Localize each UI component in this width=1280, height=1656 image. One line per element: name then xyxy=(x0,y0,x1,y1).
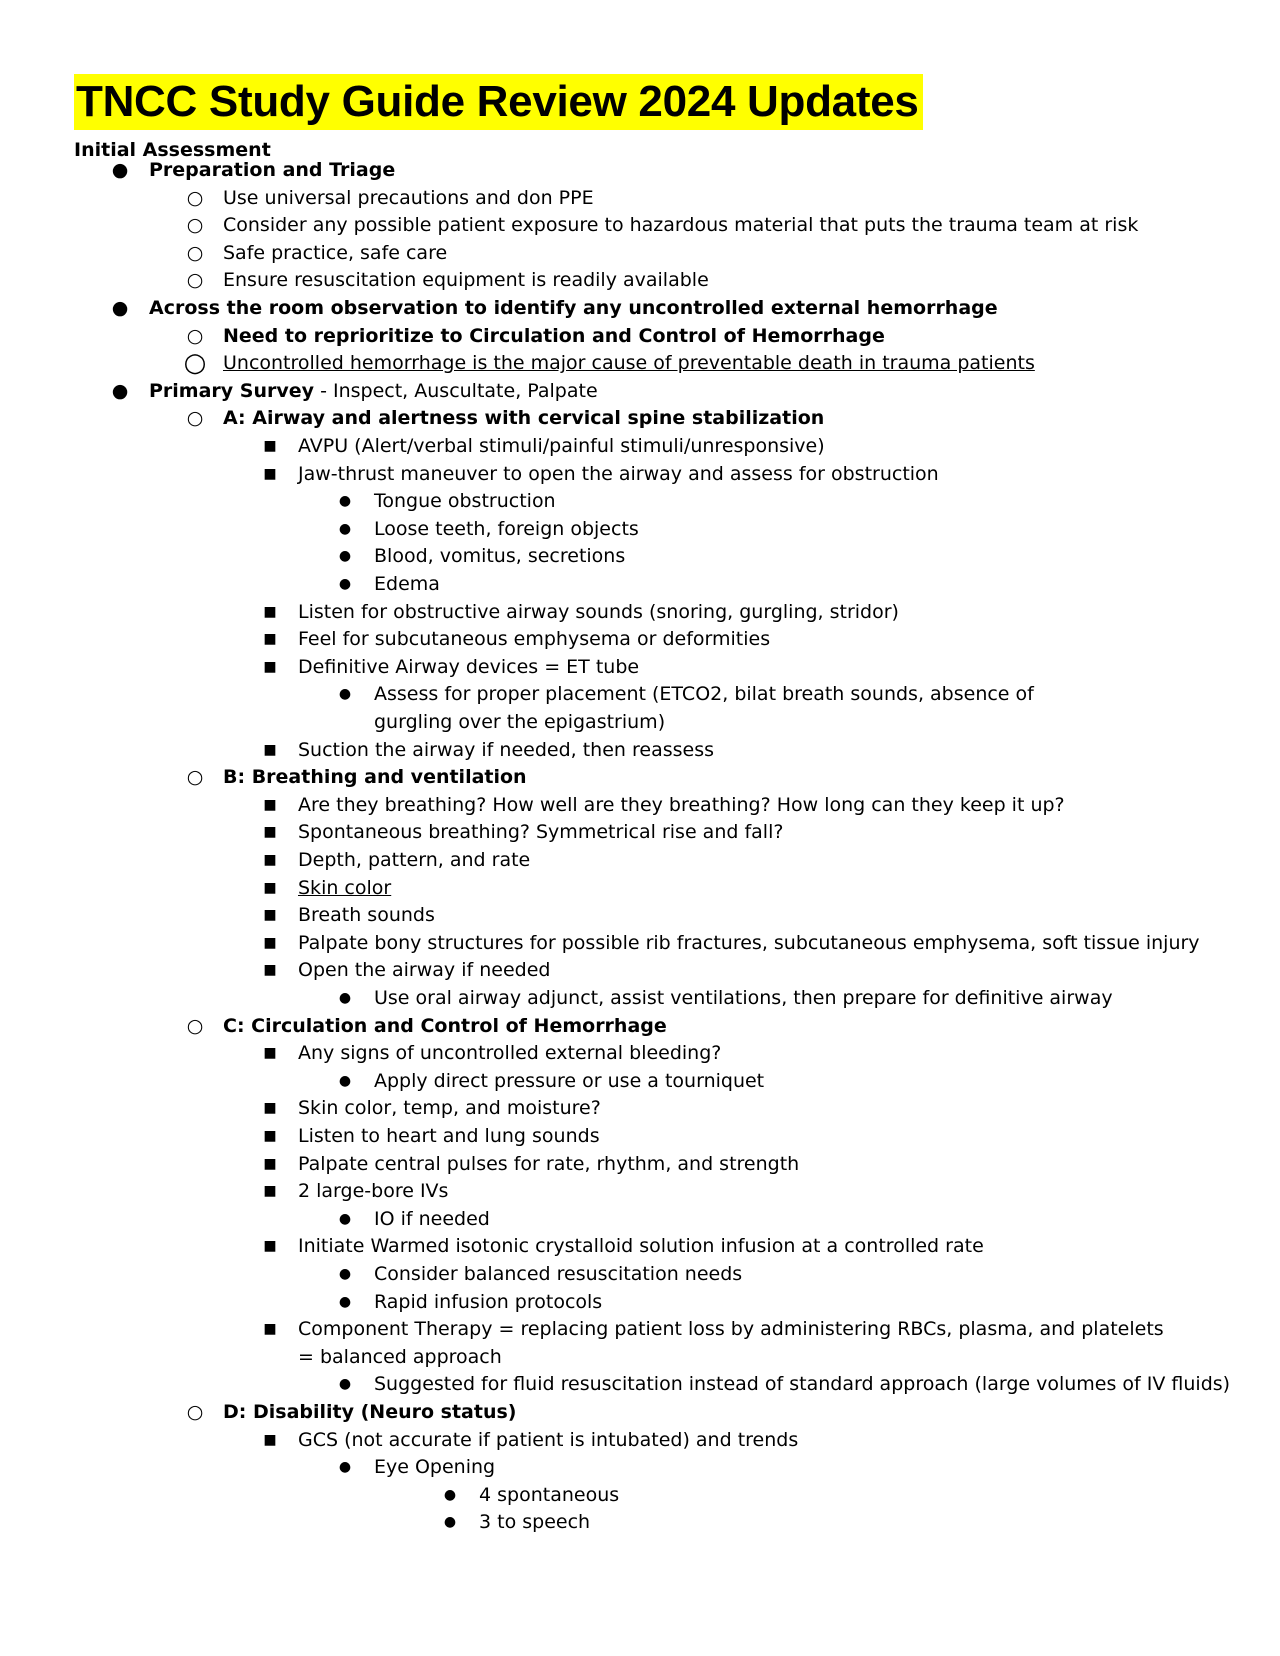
circle-bullet-icon: ○ xyxy=(186,1014,204,1037)
square-bullet-icon: ■ xyxy=(263,658,277,675)
square-bullet-icon: ■ xyxy=(263,796,277,813)
list-item-label: Consider any possible patient exposure to hazardous material that puts the trauma team at risk xyxy=(223,214,1139,237)
list-item xyxy=(0,404,1280,433)
list-item-text xyxy=(374,1453,495,1482)
list-item-text xyxy=(149,156,395,185)
list-item-label: Assess for proper placement (ETCO2, bilat breath sounds, absence of xyxy=(374,683,1034,706)
list-item-text xyxy=(298,1039,721,1068)
list-item xyxy=(0,239,1280,268)
dot-bullet-icon: ● xyxy=(111,159,129,181)
square-bullet-icon: ■ xyxy=(263,631,277,648)
list-item-text xyxy=(298,846,530,875)
list-item-label: Preparation and Triage xyxy=(149,159,396,181)
list-item xyxy=(0,349,1280,378)
list-item xyxy=(0,874,1280,903)
list-item-label: GCS (not accurate if patient is intubated) and trends xyxy=(298,1428,799,1451)
list-item-label: Safe practice, safe care xyxy=(223,241,448,264)
list-item xyxy=(0,1150,1280,1179)
list-item xyxy=(0,1232,1280,1261)
list-item-label: C: Circulation and Control of Hemorrhage xyxy=(223,1014,667,1037)
list-item-text xyxy=(223,322,885,351)
list-item xyxy=(0,846,1280,875)
list-item-text xyxy=(298,956,550,985)
list-item-label: Across the room observation to identify any uncontrolled external hemorrhage xyxy=(149,297,998,319)
list-item xyxy=(0,1288,1280,1317)
list-item-suffix: - Inspect, Auscultate, Palpate xyxy=(314,379,598,402)
list-item-text xyxy=(298,460,939,489)
list-item-text xyxy=(298,736,714,765)
square-bullet-icon: ■ xyxy=(263,1183,277,1200)
list-item xyxy=(0,1094,1280,1123)
list-item-label: Suggested for fluid resuscitation instead of standard approach (large volumes of IV fluids) xyxy=(374,1373,1231,1396)
dot-bullet-icon: ● xyxy=(338,1072,352,1089)
list-item xyxy=(0,763,1280,792)
list-item-text xyxy=(298,1232,984,1261)
list-item-label: Skin color xyxy=(298,876,392,899)
list-item-label: Use universal precautions and don PPE xyxy=(223,186,594,209)
list-item-text xyxy=(298,1177,448,1206)
list-item-text xyxy=(298,1094,601,1123)
list-item xyxy=(0,1481,1280,1510)
square-bullet-icon: ■ xyxy=(263,1045,277,1062)
circle-bullet-icon: ○ xyxy=(186,407,204,430)
list-item-label: = balanced approach xyxy=(298,1345,502,1368)
list-item-text xyxy=(374,1370,1230,1399)
list-item-text xyxy=(298,1122,600,1151)
list-item-text xyxy=(479,1481,619,1510)
square-bullet-icon: ■ xyxy=(263,907,277,924)
list-item-text xyxy=(374,1288,602,1317)
list-item-label: Are they breathing? How well are they breathing? How long can they keep it up? xyxy=(298,793,1065,816)
dot-bullet-icon: ● xyxy=(338,1266,352,1282)
list-item xyxy=(0,901,1280,930)
list-item-label: AVPU (Alert/verbal stimuli/painful stimuli/unresponsive) xyxy=(298,435,825,457)
list-item-label: Consider balanced resuscitation needs xyxy=(374,1263,743,1285)
list-item-label: Feel for subcutaneous emphysema or deformities xyxy=(298,628,771,651)
list-item-label: Tongue obstruction xyxy=(374,490,556,513)
dot-bullet-icon: ● xyxy=(338,1293,352,1310)
list-item-label: Any signs of uncontrolled external bleeding? xyxy=(298,1042,722,1065)
list-item xyxy=(0,1039,1280,1068)
list-item-label: Blood, vomitus, secretions xyxy=(374,545,626,568)
list-item-label: Rapid infusion protocols xyxy=(374,1290,603,1313)
list-item xyxy=(0,791,1280,820)
list-item-label: Edema xyxy=(374,573,440,595)
list-item xyxy=(0,625,1280,654)
list-item xyxy=(0,984,1280,1013)
dot-bullet-icon: ● xyxy=(338,686,352,703)
list-item-label: Definitive Airway devices = ET tube xyxy=(298,655,640,678)
list-item-label: Jaw-thrust maneuver to open the airway and assess for obstruction xyxy=(298,462,939,485)
list-item xyxy=(0,1012,1280,1041)
list-item-label: Primary Survey xyxy=(149,379,315,402)
list-item xyxy=(0,653,1280,682)
circle-bullet-icon: ○ xyxy=(183,348,207,379)
list-item-label: Spontaneous breathing? Symmetrical rise and fall? xyxy=(298,821,784,844)
list-item xyxy=(0,1177,1280,1206)
circle-bullet-icon: ○ xyxy=(186,324,204,347)
list-item xyxy=(0,322,1280,351)
list-item xyxy=(0,1122,1280,1151)
square-bullet-icon: ■ xyxy=(263,1321,277,1338)
list-item-label: Component Therapy = replacing patient loss by administering RBCs, plasma, and platelets xyxy=(298,1318,1164,1341)
list-item xyxy=(0,708,1280,737)
list-item xyxy=(0,570,1280,599)
list-item-text xyxy=(223,184,594,213)
list-item xyxy=(0,1343,1280,1372)
list-item-label: Suction the airway if needed, then reassess xyxy=(298,738,714,761)
dot-bullet-icon: ● xyxy=(338,990,352,1006)
dot-bullet-icon: ● xyxy=(338,1210,352,1227)
list-item-label: B: Breathing and ventilation xyxy=(223,766,527,789)
list-item-label: Loose teeth, foreign objects xyxy=(374,517,639,540)
list-item xyxy=(0,1205,1280,1234)
circle-bullet-icon: ○ xyxy=(186,214,204,237)
list-item-label: 2 large-bore IVs xyxy=(298,1180,449,1203)
list-item-label: Open the airway if needed xyxy=(298,959,551,982)
square-bullet-icon: ■ xyxy=(263,852,277,868)
list-item-label: Palpate central pulses for rate, rhythm, and strength xyxy=(298,1152,800,1175)
list-item xyxy=(0,487,1280,516)
list-item-text xyxy=(374,542,625,571)
square-bullet-icon: ■ xyxy=(263,1155,277,1172)
list-item-text xyxy=(374,515,639,544)
circle-bullet-icon: ○ xyxy=(186,1401,204,1423)
list-item-text xyxy=(298,1150,799,1179)
list-item xyxy=(0,680,1280,709)
list-item xyxy=(0,818,1280,847)
list-item-label: Ensure resuscitation equipment is readily available xyxy=(223,269,709,292)
dot-bullet-icon: ● xyxy=(338,1459,352,1476)
document-title: TNCC Study Guide Review 2024 Updates xyxy=(74,74,923,130)
square-bullet-icon: ■ xyxy=(263,824,277,841)
list-item-label: Listen to heart and lung sounds xyxy=(298,1125,600,1147)
square-bullet-icon: ■ xyxy=(263,465,277,482)
list-item-text xyxy=(298,791,1065,820)
list-item-label: Skin color, temp, and moisture? xyxy=(298,1097,601,1120)
list-item-label: Uncontrolled hemorrhage is the major cause of preventable death in trauma patients xyxy=(223,352,1035,375)
list-item-label: Need to reprioritize to Circulation and Control of Hemorrhage xyxy=(223,324,885,347)
dot-bullet-icon: ● xyxy=(338,1376,352,1393)
dot-bullet-icon: ● xyxy=(338,576,352,592)
dot-bullet-icon: ● xyxy=(111,297,129,319)
list-item-text xyxy=(298,1426,798,1455)
list-item xyxy=(0,956,1280,985)
circle-bullet-icon: ○ xyxy=(186,241,204,264)
list-item-text xyxy=(298,432,825,461)
list-item-text xyxy=(223,763,527,792)
list-item-text xyxy=(298,1343,502,1372)
list-item xyxy=(0,432,1280,461)
list-item xyxy=(0,460,1280,489)
list-item xyxy=(0,266,1280,295)
list-item-label: A: Airway and alertness with cervical spine stabilization xyxy=(223,407,825,430)
list-item xyxy=(0,1067,1280,1096)
square-bullet-icon: ■ xyxy=(263,1431,277,1448)
list-item-text xyxy=(374,1205,490,1234)
square-bullet-icon: ■ xyxy=(263,879,277,896)
square-bullet-icon: ■ xyxy=(263,962,277,979)
dot-bullet-icon: ● xyxy=(338,493,352,510)
list-item xyxy=(0,1453,1280,1482)
list-item xyxy=(0,929,1280,958)
list-item xyxy=(0,211,1280,240)
list-item-text xyxy=(223,266,709,295)
list-item-text xyxy=(374,570,440,599)
list-item xyxy=(0,294,1280,323)
list-item-text xyxy=(298,598,899,627)
dot-bullet-icon: ● xyxy=(111,379,129,402)
list-item-text xyxy=(298,625,770,654)
list-item-text xyxy=(298,653,639,682)
list-item xyxy=(0,1426,1280,1455)
list-item-label: D: Disability (Neuro status) xyxy=(223,1401,517,1423)
list-item xyxy=(0,1315,1280,1344)
circle-bullet-icon: ○ xyxy=(186,766,204,789)
list-item xyxy=(0,542,1280,571)
list-item xyxy=(0,1370,1280,1399)
list-item-text xyxy=(374,984,1113,1013)
list-item-text xyxy=(298,818,783,847)
list-item-text xyxy=(374,1260,742,1289)
list-item-label: Breath sounds xyxy=(298,904,435,927)
square-bullet-icon: ■ xyxy=(263,603,277,620)
list-item-text xyxy=(298,1315,1164,1344)
list-item xyxy=(0,1260,1280,1289)
list-item-label: 3 to speech xyxy=(479,1511,591,1534)
list-item-text xyxy=(149,294,998,323)
list-item xyxy=(0,736,1280,765)
list-item-label: Apply direct pressure or use a tourniquet xyxy=(374,1069,765,1092)
list-item-text xyxy=(223,349,1035,378)
list-item-label: Eye Opening xyxy=(374,1456,496,1479)
list-item-label: gurgling over the epigastrium) xyxy=(374,711,666,733)
square-bullet-icon: ■ xyxy=(263,1100,277,1117)
list-item xyxy=(0,184,1280,213)
list-item-text xyxy=(223,1012,667,1041)
list-item-label: 4 spontaneous xyxy=(479,1483,620,1506)
list-item-text xyxy=(374,487,556,516)
square-bullet-icon: ■ xyxy=(263,438,277,454)
list-item-text xyxy=(298,901,435,930)
list-item-text xyxy=(479,1508,590,1537)
list-item xyxy=(0,1508,1280,1537)
square-bullet-icon: ■ xyxy=(263,934,277,951)
list-item-text xyxy=(223,211,1138,240)
dot-bullet-icon: ● xyxy=(443,1486,457,1503)
section-heading: Initial Assessment xyxy=(74,139,271,161)
list-item-text xyxy=(298,874,391,903)
list-item xyxy=(0,598,1280,627)
list-item-label: Depth, pattern, and rate xyxy=(298,849,531,871)
dot-bullet-icon: ● xyxy=(443,1514,457,1531)
list-item xyxy=(0,1398,1280,1427)
list-item-label: IO if needed xyxy=(374,1207,490,1230)
list-item-text xyxy=(374,1067,764,1096)
square-bullet-icon: ■ xyxy=(263,1128,277,1144)
list-item xyxy=(0,515,1280,544)
list-item xyxy=(0,156,1280,185)
square-bullet-icon: ■ xyxy=(263,741,277,758)
list-item-text xyxy=(149,377,598,406)
circle-bullet-icon: ○ xyxy=(186,269,204,292)
list-item-label: Use oral airway adjunct, assist ventilations, then prepare for definitive airway xyxy=(374,987,1113,1009)
list-item-label: Listen for obstructive airway sounds (snoring, gurgling, stridor) xyxy=(298,600,899,623)
list-item-text xyxy=(374,680,1034,709)
list-item-label: Initiate Warmed isotonic crystalloid solution infusion at a controlled rate xyxy=(298,1235,984,1258)
dot-bullet-icon: ● xyxy=(338,548,352,565)
list-item-text xyxy=(223,1398,516,1427)
list-item-text xyxy=(298,929,1200,958)
list-item xyxy=(0,377,1280,406)
circle-bullet-icon: ○ xyxy=(186,186,204,209)
list-item-text xyxy=(374,708,665,737)
list-item-text xyxy=(223,239,447,268)
dot-bullet-icon: ● xyxy=(338,520,352,537)
list-item-label: Palpate bony structures for possible rib fractures, subcutaneous emphysema, soft tissue injury xyxy=(298,931,1200,954)
list-item-text xyxy=(223,404,824,433)
square-bullet-icon: ■ xyxy=(263,1238,277,1255)
